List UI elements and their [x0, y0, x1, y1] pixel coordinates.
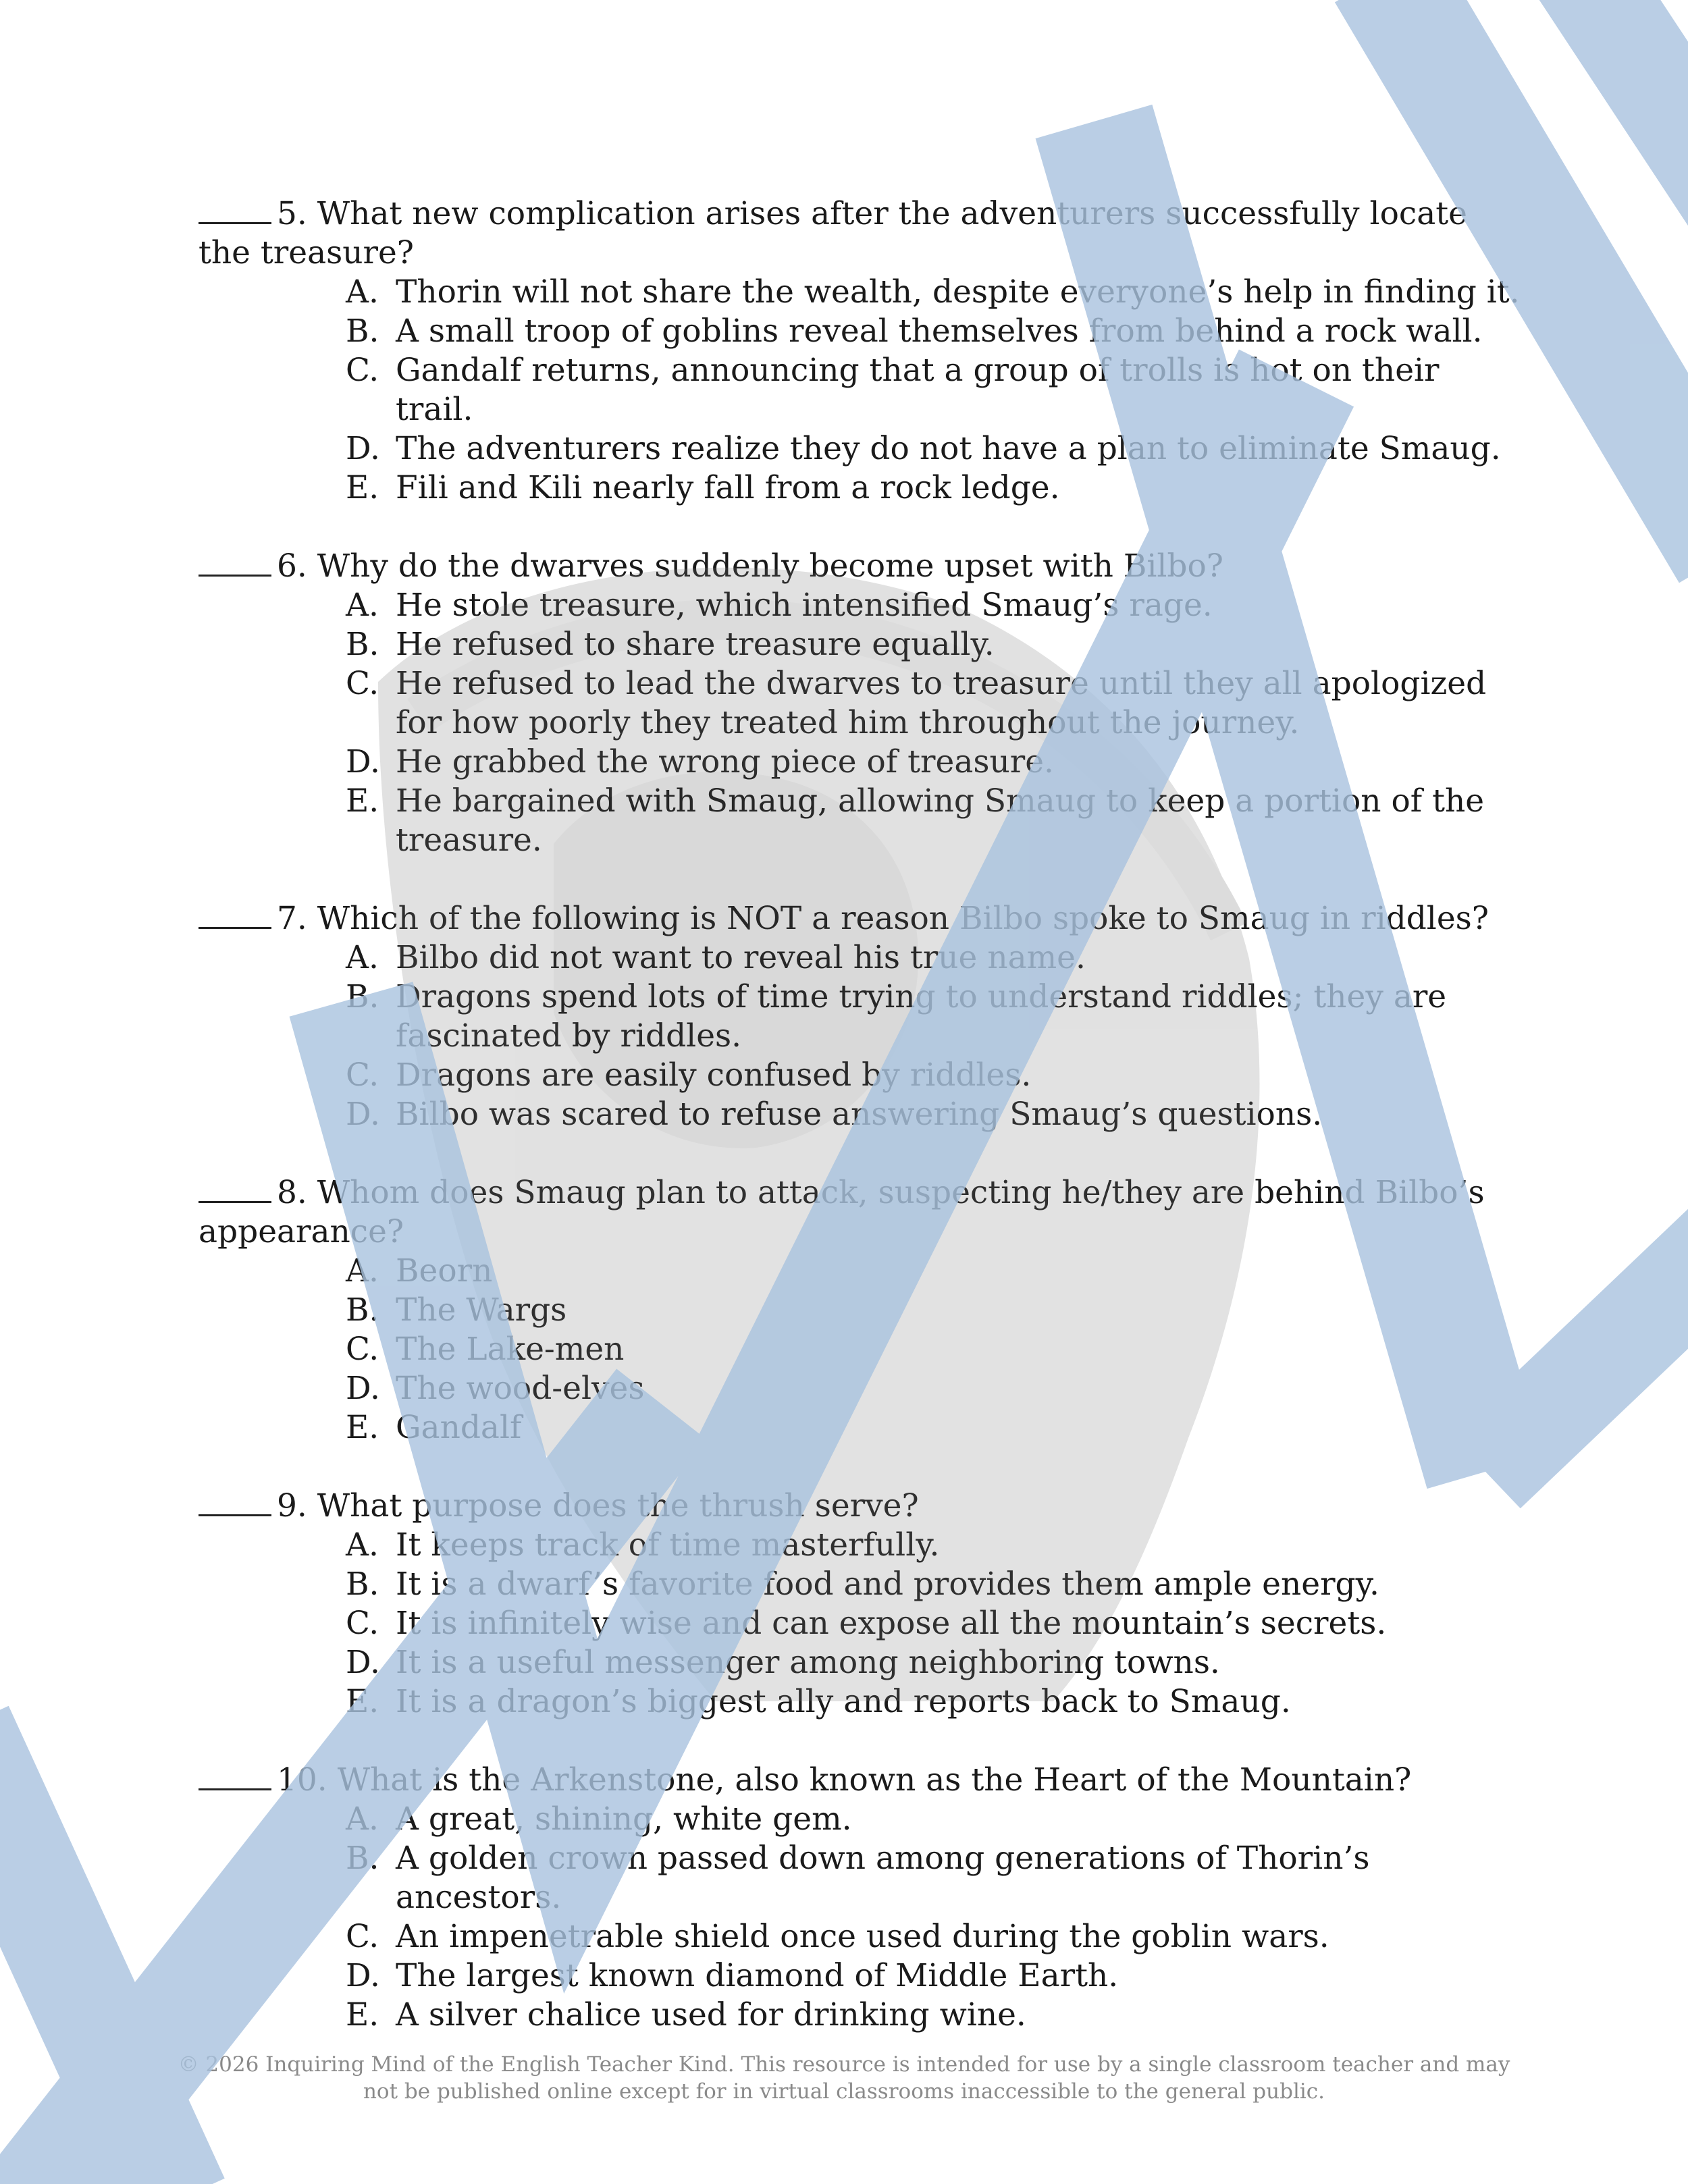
option-text: Bilbo was scared to refuse answering Smaug’s questions.: [396, 1096, 1323, 1133]
option-text: An impenetrable shield once used during the goblin wars.: [396, 1918, 1329, 1955]
answer-option: [346, 978, 1522, 1056]
option-letter: E.: [346, 782, 379, 820]
option-letter: E.: [346, 469, 379, 506]
option-text: A golden crown passed down among generations of Thorin’s ancestors.: [396, 1840, 1370, 1916]
question-stem: [199, 1761, 1522, 1800]
answer-blank[interactable]: [199, 900, 271, 929]
option-text: The wood-elves: [396, 1370, 645, 1407]
answer-option: [346, 1565, 1522, 1604]
option-letter: D.: [346, 430, 380, 467]
answer-option: [346, 1330, 1522, 1369]
question-block: [199, 899, 1522, 1134]
option-text: It is infinitely wise and can expose all the mountain’s secrets.: [396, 1605, 1387, 1642]
watermark-stroke-7: [1573, 0, 1688, 257]
question-list: [199, 194, 1522, 2074]
question-text: What is the Arkenstone, also known as the Heart of the Mountain?: [337, 1761, 1412, 1799]
answer-option: [346, 1095, 1522, 1134]
option-letter: B.: [346, 313, 379, 350]
option-text: Dragons are easily confused by riddles.: [396, 1057, 1032, 1094]
option-letter: B.: [346, 1566, 379, 1603]
option-letter: E.: [346, 1683, 379, 1720]
option-text: Gandalf: [396, 1409, 522, 1446]
answer-option: [346, 273, 1522, 312]
answer-blank[interactable]: [199, 548, 271, 577]
question-text: Which of the following is NOT a reason Bilbo spoke to Smaug in riddles?: [317, 900, 1489, 937]
option-letter: B.: [346, 626, 379, 663]
question-number: 7.: [277, 900, 307, 937]
answer-option: [346, 1643, 1522, 1682]
question-text: What new complication arises after the adventurers successfully locate the treasure?: [199, 195, 1467, 271]
question-number: 10.: [277, 1761, 327, 1799]
question-number: 9.: [277, 1487, 307, 1524]
option-text: He bargained with Smaug, allowing Smaug to keep a portion of the treasure.: [396, 782, 1485, 859]
answer-option: [346, 429, 1522, 469]
option-text: Beorn: [396, 1252, 493, 1289]
option-letter: C.: [346, 1918, 379, 1955]
option-text: It is a useful messenger among neighboring towns.: [396, 1644, 1220, 1681]
question-number: 8.: [277, 1174, 307, 1211]
answer-option: [346, 351, 1522, 429]
answer-option: [346, 938, 1522, 978]
answer-option: [346, 1839, 1522, 1917]
option-letter: D.: [346, 1370, 380, 1407]
option-text: It is a dragon’s biggest ally and reports back to Smaug.: [396, 1683, 1291, 1720]
answer-option: [346, 1604, 1522, 1643]
answer-option: [346, 1369, 1522, 1408]
option-letter: C.: [346, 352, 379, 389]
answer-options: [199, 586, 1522, 860]
question-block: [199, 1761, 1522, 2035]
option-text: It keeps track of time masterfully.: [396, 1526, 940, 1564]
option-letter: D.: [346, 743, 380, 780]
question-stem: [199, 547, 1522, 586]
question-stem: [199, 1487, 1522, 1526]
option-text: The largest known diamond of Middle Earth.: [396, 1957, 1119, 1994]
answer-option: [346, 469, 1522, 508]
option-letter: C.: [346, 1605, 379, 1642]
option-text: He stole treasure, which intensified Smaug’s rage.: [396, 587, 1213, 624]
option-text: He grabbed the wrong piece of treasure.: [396, 743, 1054, 780]
answer-option: [346, 1682, 1522, 1722]
option-letter: A.: [346, 1252, 379, 1289]
answer-option: [346, 1996, 1522, 2035]
question-block: [199, 1173, 1522, 1447]
option-letter: E.: [346, 1409, 379, 1446]
option-text: The adventurers realize they do not have a plan to eliminate Smaug.: [396, 430, 1501, 467]
footer-line-1: © 2026 Inquiring Mind of the English Teacher Kind. This resource is intended for use by a single classroom teacher and may: [178, 2052, 1510, 2077]
option-text: Gandalf returns, announcing that a group of trolls is hot on their trail.: [396, 352, 1440, 428]
question-stem: [199, 194, 1522, 273]
option-text: A silver chalice used for drinking wine.: [396, 1996, 1026, 2033]
option-letter: A.: [346, 939, 379, 976]
question-block: [199, 194, 1522, 508]
option-text: It is a dwarf’s favorite food and provides them ample energy.: [396, 1566, 1379, 1603]
footer-line-2: not be published online except for in virtual classrooms inaccessible to the general public.: [363, 2079, 1325, 2104]
option-letter: B.: [346, 1840, 379, 1877]
answer-option: [346, 312, 1522, 351]
answer-option: [346, 625, 1522, 664]
question-stem: [199, 1173, 1522, 1252]
option-letter: E.: [346, 1996, 379, 2033]
answer-blank[interactable]: [199, 1761, 271, 1790]
option-letter: A.: [346, 1526, 379, 1564]
watermark-stroke-1: [0, 1728, 176, 2184]
answer-options: [199, 1800, 1522, 2035]
option-text: Dragons spend lots of time trying to understand riddles; they are fascinated by riddles.: [396, 978, 1447, 1055]
option-letter: D.: [346, 1096, 380, 1133]
answer-option: [346, 1917, 1522, 1956]
option-text: Bilbo did not want to reveal his true name.: [396, 939, 1086, 976]
answer-option: [346, 1291, 1522, 1330]
answer-option: [346, 743, 1522, 782]
option-text: Fili and Kili nearly fall from a rock ledge.: [396, 469, 1060, 506]
answer-option: [346, 1526, 1522, 1565]
question-block: [199, 547, 1522, 860]
answer-options: [199, 1526, 1522, 1722]
option-text: Thorin will not share the wealth, despite everyone’s help in finding it.: [396, 273, 1520, 311]
option-letter: B.: [346, 978, 379, 1015]
option-text: He refused to lead the dwarves to treasure until they all apologized for how poorly they treated him throughout the journey.: [396, 665, 1487, 741]
option-letter: B.: [346, 1291, 379, 1329]
question-text: Why do the dwarves suddenly become upset with Bilbo?: [317, 548, 1224, 585]
option-letter: A.: [346, 587, 379, 624]
option-letter: C.: [346, 665, 379, 702]
question-number: 6.: [277, 548, 307, 585]
question-block: [199, 1487, 1522, 1722]
copyright-footer: [169, 2051, 1519, 2105]
answer-options: [199, 938, 1522, 1134]
option-letter: A.: [346, 1801, 379, 1838]
option-text: The Wargs: [396, 1291, 567, 1329]
answer-option: [346, 782, 1522, 860]
option-text: The Lake-men: [396, 1331, 625, 1368]
answer-option: [346, 1252, 1522, 1291]
answer-option: [346, 586, 1522, 625]
answer-blank[interactable]: [199, 195, 271, 224]
option-letter: D.: [346, 1644, 380, 1681]
question-number: 5.: [277, 195, 307, 232]
question-stem: [199, 899, 1522, 938]
answer-blank[interactable]: [199, 1174, 271, 1203]
question-text: What purpose does the thrush serve?: [317, 1487, 919, 1524]
option-letter: D.: [346, 1957, 380, 1994]
answer-option: [346, 1800, 1522, 1839]
answer-options: [199, 273, 1522, 508]
answer-option: [346, 1056, 1522, 1095]
question-text: Whom does Smaug plan to attack, suspecting he/they are behind Bilbo’s appearance?: [199, 1174, 1485, 1250]
answer-options: [199, 1252, 1522, 1447]
option-letter: C.: [346, 1331, 379, 1368]
option-letter: A.: [346, 273, 379, 311]
answer-option: [346, 1956, 1522, 1996]
option-text: A great, shining, white gem.: [396, 1801, 852, 1838]
option-letter: C.: [346, 1057, 379, 1094]
option-text: He refused to share treasure equally.: [396, 626, 995, 663]
answer-option: [346, 1408, 1522, 1447]
option-text: A small troop of goblins reveal themselves from behind a rock wall.: [396, 313, 1483, 350]
answer-option: [346, 664, 1522, 743]
answer-blank[interactable]: [199, 1487, 271, 1516]
